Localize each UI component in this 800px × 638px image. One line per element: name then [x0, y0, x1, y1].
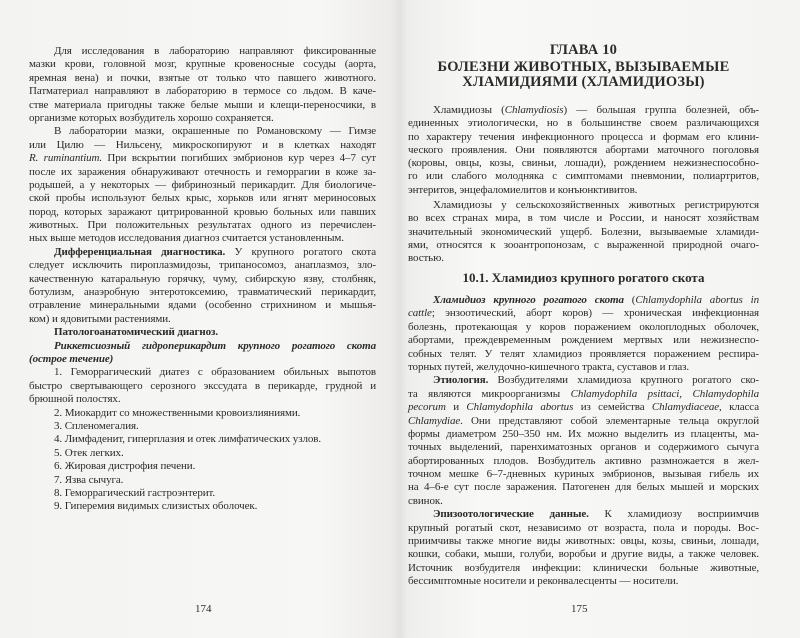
text-line	[408, 184, 759, 197]
text-run: качественную катаральную горячку, чуму, сибирскую язву, столбняк,	[29, 272, 376, 285]
text-run: животных. При положительных результатах одного из перечислен-	[29, 219, 376, 232]
text-line	[29, 353, 376, 366]
text-line	[408, 226, 759, 239]
text-line	[29, 259, 376, 272]
text-run: крупный рогатый скот, независимо от возраста, пола и породы. Вос-	[408, 521, 759, 534]
text-run: го или слабого молодняка с симптомами пневмонии, полиартритов,	[408, 170, 759, 183]
text-line	[408, 252, 759, 265]
text-run: Хламидиозы у сельскохозяйственных животных регистрируются	[433, 199, 759, 212]
text-run: торных путей, желудочно-кишечного тракта, суставов и глаз.	[408, 360, 690, 373]
text-run: Хламидиозы (	[433, 104, 505, 116]
text-line	[408, 481, 759, 494]
text-run: При вскрытии погибших эмбрионов кур через 4–7 сут	[102, 152, 376, 165]
text-line	[29, 286, 376, 299]
text-run: ской пробы используют белых крыс, хорьков или ягнят мериносовых	[29, 192, 376, 205]
text-run: единенных этиологически, но в большинстве своем различающихся	[408, 117, 759, 130]
text-line	[408, 522, 759, 535]
text-line	[408, 361, 759, 374]
text-run: 8. Геморрагический гастроэнтерит.	[54, 486, 216, 499]
text-run: стве материала пригодны также белые мыши и клещи-переносчики, в	[29, 98, 376, 111]
text-line	[408, 321, 759, 334]
italic-text: Chlamydiaceae	[651, 401, 720, 414]
italic-text: Chlamydiosis	[504, 104, 564, 116]
text-line	[408, 104, 759, 117]
chapter-heading	[408, 43, 759, 91]
text-run: брюшной полостях.	[29, 393, 121, 406]
section-heading: 10.1. Хламидиоз крупного рогатого скота	[462, 270, 705, 285]
text-line	[408, 428, 759, 441]
text-line	[408, 415, 759, 428]
italic-text: Chlamydophila psittaci, Chlamydophila	[570, 387, 759, 400]
text-line	[408, 441, 759, 454]
text-line	[29, 99, 376, 112]
text-run: после их заражения обнаруживают отечность и геморрагии в коже за-	[29, 165, 376, 178]
text-run: 5. Отек легких.	[54, 446, 124, 459]
text-line	[29, 206, 376, 219]
text-run: быстро свертывающего серозного экссудата в перикарде, грудной и	[29, 379, 376, 392]
text-line	[29, 326, 376, 339]
text-run: на 4–6-е сут после заражения. Патогенен для белых мышей и морских	[408, 481, 759, 494]
text-line	[408, 388, 759, 401]
text-run: свинок.	[408, 494, 443, 507]
text-run: кошки, собаки, мыши, голуби, воробьи и другие виды, а также человек.	[408, 548, 759, 561]
text-run: Патматериал направляют в лабораторию в термосе со льдом. В каче-	[29, 85, 376, 98]
text-run: приимчивы также многие виды животных: овцы, козы, свиньи, лошади,	[408, 535, 759, 548]
text-line	[408, 117, 759, 130]
text-line	[29, 139, 376, 152]
text-run: ческого проявления. Они появляются абортами маточного поголовья	[408, 143, 759, 156]
text-line	[29, 166, 376, 179]
text-line	[29, 219, 376, 232]
text-line	[29, 433, 376, 446]
text-line	[29, 299, 376, 312]
text-line	[408, 212, 759, 225]
text-line	[29, 340, 376, 353]
text-line	[29, 420, 376, 433]
text-line	[29, 393, 376, 406]
italic-text: Chlamydiae	[408, 414, 461, 427]
italic-text: Chlamydophila abortus in	[635, 294, 759, 306]
bold-text: Патологоанатомический диагноз.	[54, 326, 218, 339]
italic-text: cattle	[408, 307, 432, 320]
text-run: отравление минеральными ядами (особенно стрихнином и мышья-	[29, 299, 376, 312]
italic-text: R. ruminantium.	[29, 152, 103, 165]
text-run: В лаборатории мазки, окрашенные по Романовскому — Гимзе	[54, 125, 376, 138]
text-run: ями, относятся к зооантропонозам, с выраженной природной очаго-	[408, 238, 759, 251]
text-line	[29, 487, 376, 500]
chapter-title-line-1: БОЛЕЗНИ ЖИВОТНЫХ, ВЫЗЫВАЕМЫЕ	[437, 58, 730, 75]
page-number-left: 174	[195, 603, 212, 615]
italic-text: Chlamydophila abortus	[466, 401, 574, 414]
text-run: значительный экономический ущерб. Болезни, вызываемые хламиди-	[408, 225, 759, 238]
text-line	[29, 366, 376, 379]
text-line	[408, 562, 759, 575]
text-run: У крупного рогатого скота	[225, 245, 376, 258]
text-run: ботулизм, анаэробную энтеротоксемию, травматический перикардит,	[29, 286, 376, 299]
text-run: 6. Жировая дистрофия печени.	[54, 460, 196, 473]
italic-text: pecorum	[408, 401, 446, 414]
text-run: и	[445, 401, 467, 414]
text-run: 1. Геморрагический диатез с образованием обильных выпотов	[54, 366, 376, 379]
text-run: во всех странах мира, в том числе и России, и наносят хозяйствам	[408, 212, 759, 225]
text-line	[29, 273, 376, 286]
text-line	[29, 152, 376, 165]
text-run: (	[623, 294, 636, 306]
text-line	[29, 72, 376, 85]
text-run: К хламидиозу восприимчив	[588, 508, 759, 521]
bold-italic-text: (острое течение)	[29, 352, 114, 365]
chapter-title-line-2: ХЛАМИДИЯМИ (ХЛАМИДИОЗЫ)	[462, 74, 705, 90]
text-run: ных выше методов исследования диагноз считается установленным.	[29, 232, 344, 245]
left-page-body	[29, 45, 376, 514]
text-line	[408, 575, 759, 588]
text-line	[29, 112, 376, 125]
text-run: мазки крови, головной мозг, крупные кровеносные сосуды (аорта,	[29, 58, 376, 71]
text-line	[408, 348, 759, 361]
text-line	[29, 192, 376, 205]
text-run: 7. Язва сычуга.	[54, 473, 124, 486]
text-run: ; энзоотический, аборт коров) — хроническая инфекционная	[431, 307, 759, 320]
text-run: точном мешке 6–7-дневных куриных эмбрионов, вызывая гибель их	[408, 468, 759, 481]
text-line	[29, 313, 376, 326]
text-line	[408, 495, 759, 508]
text-run: 4. Лимфаденит, гиперплазия и отек лимфатических узлов.	[54, 433, 321, 446]
text-run: формы диаметром 250–350 нм. Их можно выделить из плаценты, ма-	[408, 427, 759, 440]
page-number-right: 175	[571, 603, 588, 615]
text-run: . Они представляют собой элементарные тельца округлой	[460, 414, 759, 427]
text-line	[29, 447, 376, 460]
text-line	[29, 500, 376, 513]
text-line	[408, 334, 759, 347]
text-line	[29, 45, 376, 58]
text-line	[408, 239, 759, 252]
right-page-body	[408, 104, 759, 266]
text-run: по характеру течения инфекционного процесса и формам его клини-	[408, 130, 759, 143]
text-line	[408, 401, 759, 414]
text-line	[408, 157, 759, 170]
text-line	[408, 307, 759, 320]
text-run: пород, которых заражают цитрированной кровью больных или павших	[29, 205, 376, 218]
text-line	[408, 455, 759, 468]
text-run: организме которых возбудитель хорошо сохраняется.	[29, 111, 274, 124]
section-body	[408, 294, 759, 589]
text-run: Для исследования в лабораторию направляют фиксированные	[54, 45, 376, 57]
text-line	[408, 294, 759, 307]
chapter-intro	[408, 104, 759, 266]
text-run: Возбудителями хламидиоза крупного рогатого ско-	[488, 374, 759, 387]
text-line	[408, 535, 759, 548]
bold-italic-text: Риккетсиозный гидроперикардит крупного рогатого скота	[54, 339, 376, 352]
text-line	[29, 407, 376, 420]
text-run: или Цилю — Нильсену, микроскопируют и в клетках находят	[29, 138, 376, 151]
text-line	[408, 548, 759, 561]
text-run: энтеритов, энцефаломиелитов и конъюнктивитов.	[408, 183, 638, 196]
text-run: ) — большая группа болезней, объ-	[563, 104, 759, 116]
text-run: бессимптомные носители и реконвалесценты — носители.	[408, 575, 679, 588]
text-line	[29, 125, 376, 138]
bold-text: Дифференциальная диагностика.	[54, 245, 226, 258]
text-run: , класса	[719, 401, 759, 414]
bold-text: Эпизоотологические данные.	[433, 508, 589, 521]
bold-italic-text: Хламидиоз крупного рогатого скота	[433, 294, 624, 306]
text-line	[29, 380, 376, 393]
chapter-number: ГЛАВА 10	[549, 42, 618, 58]
text-line	[408, 131, 759, 144]
text-line	[408, 374, 759, 387]
text-line	[408, 199, 759, 212]
text-line	[408, 508, 759, 521]
text-run: абортами, преждевременным рождением мертвых или нежизнеспо-	[408, 334, 759, 347]
text-run: абортированных плодов. Возбудитель активно размножается в жел-	[408, 454, 759, 467]
text-line	[29, 232, 376, 245]
text-run: болезнь, протекающая у коров поражением околоплодных оболочек,	[408, 320, 759, 333]
text-run: из семейства	[573, 401, 652, 414]
bold-text: Этиология.	[433, 374, 489, 387]
text-line	[408, 144, 759, 157]
text-run: 3. Спленомегалия.	[54, 419, 139, 432]
text-run: яремная вена) и почки, взятые от только что павшего животного.	[29, 71, 376, 84]
text-line	[29, 474, 376, 487]
text-line	[29, 246, 376, 259]
text-run: 2. Миокардит со множественными кровоизлияниями.	[54, 406, 301, 419]
text-line	[29, 179, 376, 192]
text-run: ком) и ядовитыми растениями.	[29, 312, 171, 325]
text-run: востью.	[408, 252, 444, 265]
text-line	[29, 85, 376, 98]
text-line	[408, 468, 759, 481]
text-line	[408, 170, 759, 183]
text-line	[29, 460, 376, 473]
text-line	[29, 58, 376, 71]
text-run: 9. Гиперемия видимых слизистых оболочек.	[54, 500, 258, 513]
text-run: Источник возбудителя инфекции: клинически больные животные,	[408, 561, 759, 574]
text-run: (коровы, овцы, козы, свиньи, лошади), рождением нежизнеспособно-	[408, 157, 759, 170]
text-run: родышей, а у некоторых — фибринозный перикардит. Для биологиче-	[29, 178, 376, 191]
text-run: та являются микроорганизмы	[408, 387, 571, 400]
text-run: точных выделений, паренхиматозных органов и содержимого сычуга	[408, 441, 759, 454]
text-run: следует исключить пироплазмидозы, трипаносомоз, анаплазмоз, зло-	[29, 259, 376, 272]
text-run: собных телят. У телят хламидиоз проявляется поражением респира-	[408, 347, 759, 360]
